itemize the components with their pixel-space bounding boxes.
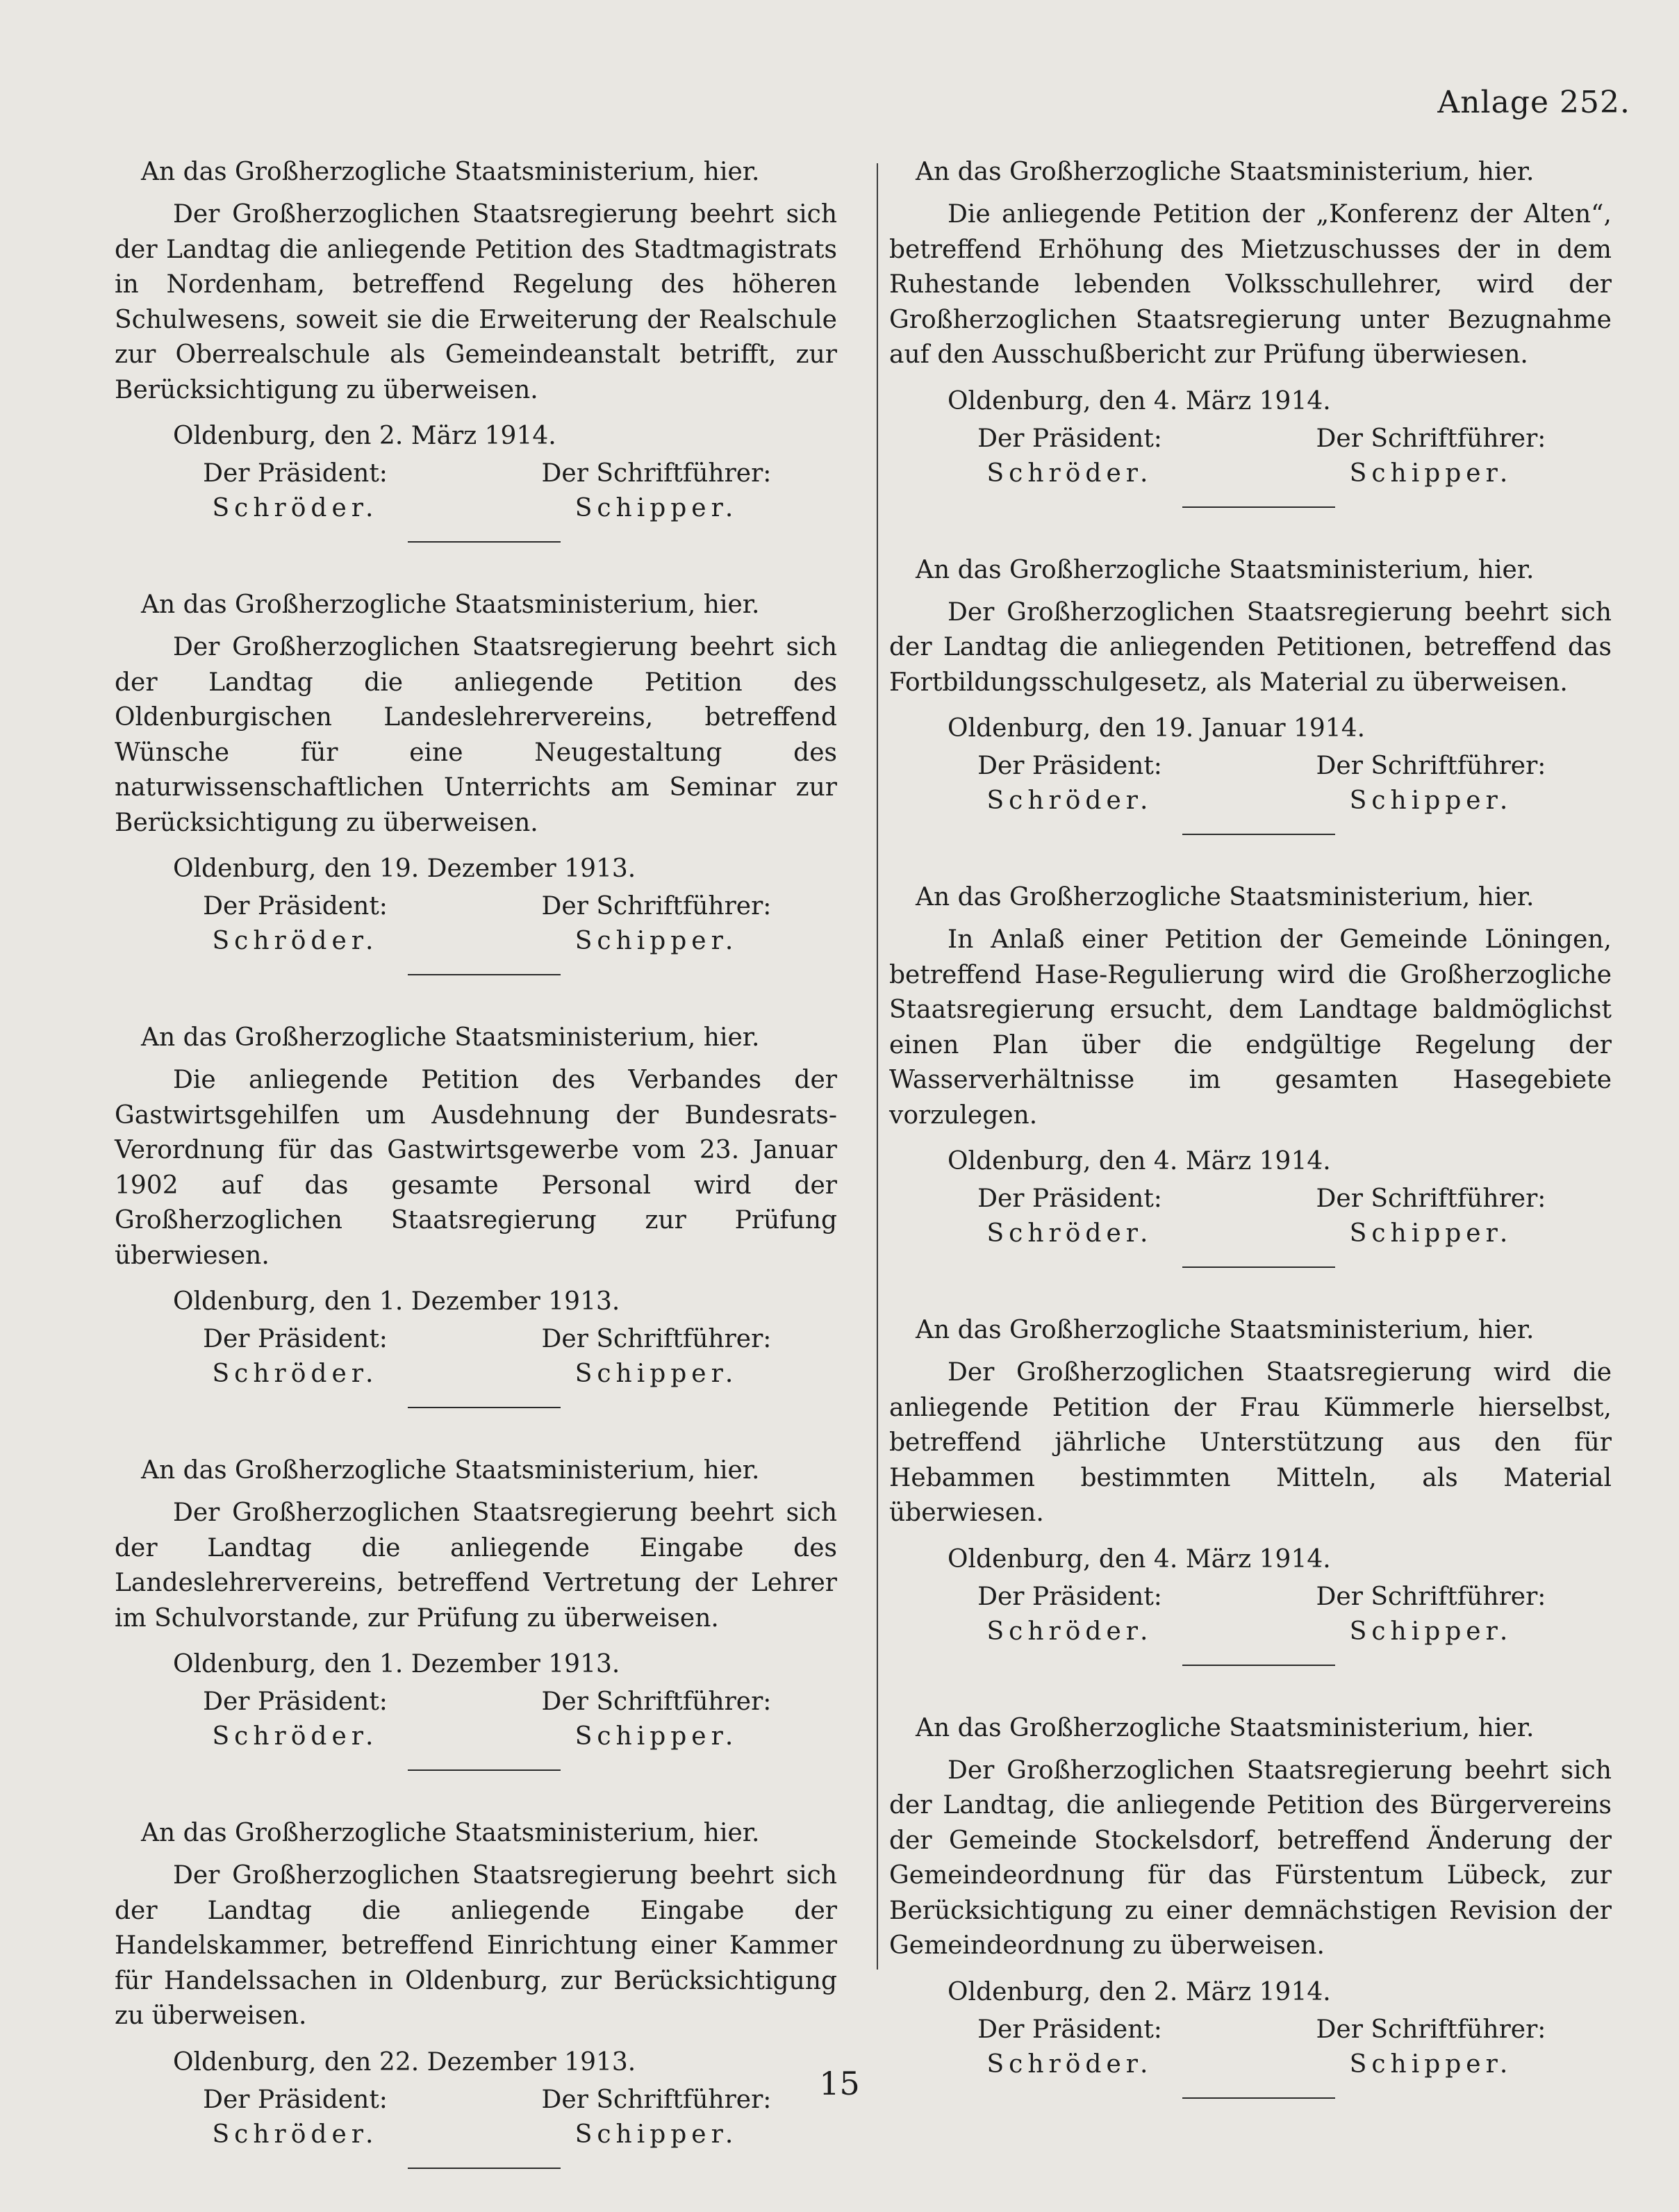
president-label: Der Präsident: <box>203 1687 388 1716</box>
signature-block <box>115 1685 837 1754</box>
annex-label: Anlage 252. <box>1437 85 1630 120</box>
secretary-signature <box>476 889 837 959</box>
secretary-name: Schipper. <box>574 927 738 955</box>
secretary-label: Der Schriftführer: <box>541 1325 772 1353</box>
president-signature <box>889 422 1250 491</box>
entry-heading: An das Großherzogliche Staatsministerium, hier. <box>141 1456 760 1485</box>
signature-block <box>889 1182 1612 1251</box>
secretary-signature <box>476 1685 837 1754</box>
column-divider <box>877 163 878 1970</box>
president-label: Der Präsident: <box>977 1582 1162 1611</box>
secretary-name: Schipper. <box>574 1722 738 1751</box>
entry-heading: An das Großherzogliche Staatsministerium, hier. <box>141 158 760 186</box>
secretary-label: Der Schriftführer: <box>541 2085 772 2114</box>
entry-heading: An das Großherzogliche Staatsministerium, hier. <box>916 1316 1535 1344</box>
president-signature <box>889 1580 1250 1649</box>
entry-date: Oldenburg, den 22. Dezember 1913. <box>173 2047 636 2077</box>
president-name: Schröder. <box>212 494 379 522</box>
entry-heading: An das Großherzogliche Staatsministerium, hier. <box>141 591 760 619</box>
resolution-entry-2 <box>115 586 837 975</box>
entry-text: Der Großherzoglichen Staatsregierung beehrt sich der Landtag die anliegenden Petitionen, betreffend das Fortbildungsschulgesetz, als Material zu überweisen. <box>889 597 1612 697</box>
entry-date: Oldenburg, den 4. März 1914. <box>948 1147 1331 1175</box>
president-label: Der Präsident: <box>203 459 388 488</box>
separator-rule <box>1182 834 1335 835</box>
president-label: Der Präsident: <box>203 2085 388 2114</box>
separator-rule <box>408 1769 561 1771</box>
president-name: Schröder. <box>212 2120 379 2149</box>
resolution-entry-10 <box>889 1709 1612 2099</box>
secretary-label: Der Schriftführer: <box>541 1687 772 1716</box>
resolution-entry-8 <box>889 878 1612 1268</box>
secretary-label: Der Schriftführer: <box>1316 1582 1546 1611</box>
resolution-entry-7 <box>889 551 1612 836</box>
secretary-label: Der Schriftführer: <box>541 892 772 921</box>
secretary-name: Schipper. <box>1349 786 1513 815</box>
secretary-name: Schipper. <box>1349 2049 1513 2079</box>
entry-heading: An das Großherzogliche Staatsministerium, hier. <box>916 1713 1535 1742</box>
entry-heading: An das Großherzogliche Staatsministerium, hier. <box>141 1819 760 1847</box>
secretary-signature <box>1250 749 1612 818</box>
president-label: Der Präsident: <box>977 424 1162 453</box>
separator-rule <box>408 541 561 543</box>
secretary-name: Schipper. <box>574 2120 738 2149</box>
right-column <box>889 153 1612 2142</box>
president-name: Schröder. <box>986 1617 1153 1646</box>
president-name: Schröder. <box>986 1219 1153 1248</box>
resolution-entry-6 <box>889 153 1612 508</box>
president-label: Der Präsident: <box>203 892 388 921</box>
secretary-name: Schipper. <box>1349 1617 1513 1646</box>
secretary-label: Der Schriftführer: <box>1316 424 1546 453</box>
president-label: Der Präsident: <box>977 752 1162 780</box>
entry-text: Der Großherzoglichen Staatsregierung beehrt sich der Landtag die anliegende Petition des Stadtmagistrats in Nordenham, betreffend Regelung des höheren Schulwesens, soweit sie die Erweiterung der Realschule zur Oberrealschule als Gemeindeanstalt betrifft, zur Berücksichtigung zu überweisen. <box>115 200 837 404</box>
president-name: Schröder. <box>212 927 379 955</box>
president-signature <box>115 456 476 526</box>
separator-rule <box>1182 506 1335 508</box>
entry-date: Oldenburg, den 4. März 1914. <box>948 386 1331 415</box>
secretary-signature <box>1250 1182 1612 1251</box>
entry-date: Oldenburg, den 2. März 1914. <box>948 1977 1331 2006</box>
separator-rule <box>408 974 561 975</box>
separator-rule <box>408 2168 561 2169</box>
entry-heading: An das Großherzogliche Staatsministerium, hier. <box>916 883 1535 911</box>
entry-text: Der Großherzoglichen Staatsregierung beehrt sich der Landtag die anliegende Eingabe des Landeslehrervereins, betreffend Vertretung der Lehrer im Schulvorstande, zur Prüfung zu überweisen. <box>115 1499 837 1633</box>
left-column <box>115 153 837 2212</box>
entry-text: Der Großherzoglichen Staatsregierung beehrt sich der Landtag, die anliegende Petition des Bürgervereins der Gemeinde Stockelsdorf, betreffend Änderung der Gemeindeordnung für das Fürstentum Lübeck, zur Berücksichtigung zu einer demnächstigen Revision der Gemeindeordnung zu überweisen. <box>889 1756 1612 1960</box>
resolution-entry-1 <box>115 153 837 543</box>
president-signature <box>889 749 1250 818</box>
secretary-label: Der Schriftführer: <box>1316 752 1546 780</box>
president-name: Schröder. <box>986 786 1153 815</box>
entry-date: Oldenburg, den 19. Januar 1914. <box>948 714 1366 743</box>
signature-block <box>889 422 1612 491</box>
entry-text: Die anliegende Petition der „Konferenz der Alten“, betreffend Erhöhung des Mietzuschusses der in dem Ruhestande lebenden Volksschullehrer, wird der Großherzoglichen Staatsregierung unter Bezugnahme auf den Ausschußbericht zur Prüfung überwiesen. <box>889 200 1612 369</box>
separator-rule <box>1182 1665 1335 1666</box>
president-name: Schröder. <box>212 1722 379 1751</box>
resolution-entry-5 <box>115 1814 837 2169</box>
resolution-entry-3 <box>115 1018 837 1408</box>
page-number: 15 <box>819 2065 860 2102</box>
entry-date: Oldenburg, den 1. Dezember 1913. <box>173 1287 620 1316</box>
secretary-label: Der Schriftführer: <box>541 459 772 488</box>
secretary-signature <box>476 1322 837 1392</box>
president-name: Schröder. <box>986 2049 1153 2079</box>
secretary-name: Schipper. <box>574 1360 738 1388</box>
entry-text: In Anlaß einer Petition der Gemeinde Löningen, betreffend Hase-Regulierung wird die Großherzogliche Staatsregierung ersucht, dem Landtage baldmöglichst einen Plan über die endgültige Regelung der Wasserverhältnisse im gesamten Hasegebiete vorzulegen. <box>889 925 1612 1130</box>
entry-date: Oldenburg, den 19. Dezember 1913. <box>173 855 636 883</box>
entry-date: Oldenburg, den 2. März 1914. <box>173 422 556 450</box>
signature-block <box>115 889 837 959</box>
president-signature <box>889 1182 1250 1251</box>
entry-date: Oldenburg, den 1. Dezember 1913. <box>173 1650 620 1678</box>
entry-heading: An das Großherzogliche Staatsministerium, hier. <box>141 1023 760 1052</box>
signature-block <box>889 1580 1612 1649</box>
signature-block <box>889 749 1612 818</box>
secretary-signature <box>476 456 837 526</box>
separator-rule <box>408 1407 561 1408</box>
resolution-entry-4 <box>115 1451 837 1771</box>
entry-text: Der Großherzoglichen Staatsregierung beehrt sich der Landtag die anliegende Petition des Oldenburgischen Landeslehrervereins, betreffend Wünsche für eine Neugestaltung des naturwissenschaftlichen Unterrichts am Seminar zur Berücksichtigung zu überweisen. <box>115 633 837 837</box>
president-name: Schröder. <box>212 1360 379 1388</box>
secretary-name: Schipper. <box>1349 1219 1513 1248</box>
president-label: Der Präsident: <box>203 1325 388 1353</box>
entry-text: Der Großherzoglichen Staatsregierung wird die anliegende Petition der Frau Kümmerle hierselbst, betreffend jährliche Unterstützung aus den für Hebammen bestimmten Mitteln, als Material überwiesen. <box>889 1358 1612 1527</box>
resolution-entry-9 <box>889 1311 1612 1666</box>
secretary-signature <box>1250 1580 1612 1649</box>
president-signature <box>115 1322 476 1392</box>
separator-rule <box>1182 1266 1335 1268</box>
president-name: Schröder. <box>986 459 1153 488</box>
entry-date: Oldenburg, den 4. März 1914. <box>948 1544 1331 1574</box>
entry-text: Die anliegende Petition des Verbandes der Gastwirtsgehilfen um Ausdehnung der Bundesrats-Verordnung für das Gastwirtsgewerbe vom 23. Januar 1902 auf das gesamte Personal wird der Großherzoglichen Staatsregierung zur Prüfung überwiesen. <box>115 1066 837 1270</box>
entry-heading: An das Großherzogliche Staatsministerium, hier. <box>916 158 1535 186</box>
secretary-name: Schipper. <box>574 494 738 522</box>
secretary-label: Der Schriftführer: <box>1316 1185 1546 1213</box>
secretary-signature <box>1250 422 1612 491</box>
entry-text: Der Großherzoglichen Staatsregierung beehrt sich der Landtag die anliegende Eingabe der Handelskammer, betreffend Einrichtung einer Kammer für Handelssachen in Oldenburg, zur Berücksichtigung zu überweisen. <box>115 1861 837 2030</box>
secretary-label: Der Schriftführer: <box>1316 2015 1546 2044</box>
president-label: Der Präsident: <box>977 2015 1162 2044</box>
entry-heading: An das Großherzogliche Staatsministerium, hier. <box>916 555 1535 584</box>
signature-block <box>115 456 837 526</box>
secretary-name: Schipper. <box>1349 459 1513 488</box>
president-signature <box>115 1685 476 1754</box>
president-signature <box>115 889 476 959</box>
signature-block <box>115 1322 837 1392</box>
president-label: Der Präsident: <box>977 1185 1162 1213</box>
